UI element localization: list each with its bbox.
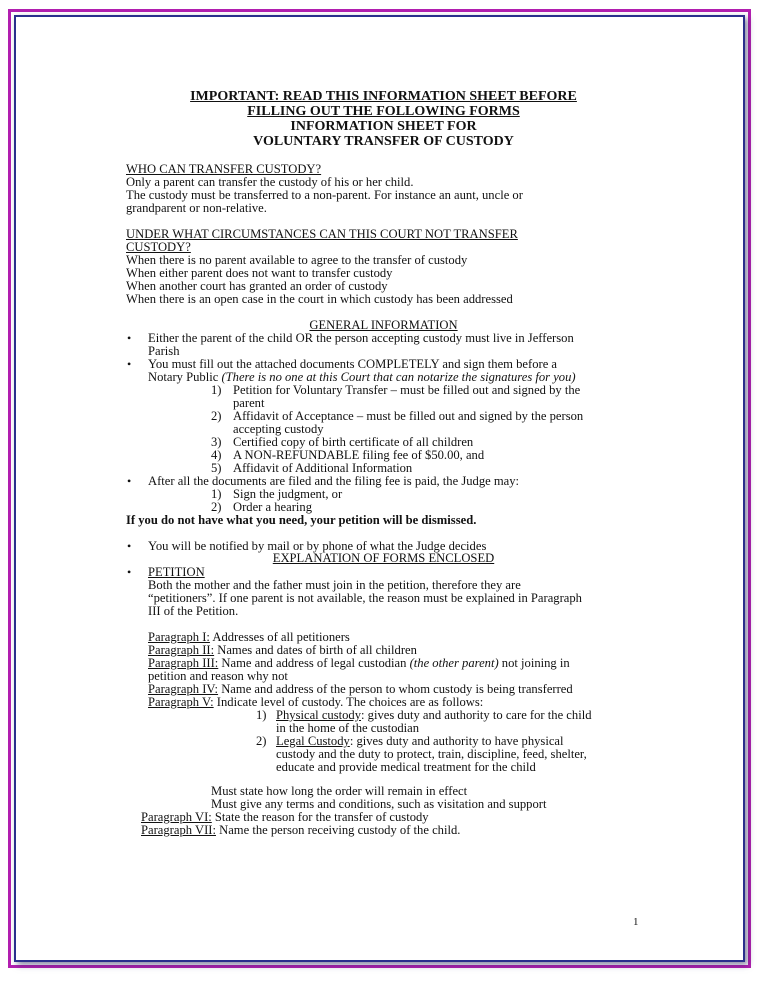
who-line: Only a parent can transfer the custody of his or her child.	[126, 175, 414, 189]
custody-text: : gives duty and authority to have physical	[349, 734, 564, 748]
circumstances-heading: UNDER WHAT CIRCUMSTANCES CAN THIS COURT NOT TRANSFER	[126, 227, 518, 241]
paragraph-text: Indicate level of custody. The choices are as follows:	[213, 695, 484, 709]
judge-number: 1)	[211, 487, 222, 501]
custody-option-2-cont: educate and provide medical treatment for the child	[276, 760, 536, 774]
circumstance-line: When another court has granted an order of custody	[126, 279, 388, 293]
bullet-icon: •	[127, 474, 132, 488]
doc-number: 1)	[211, 383, 222, 397]
paragraph-3-cont: petition and reason why not	[148, 669, 288, 683]
notary-text: Notary Public	[148, 370, 222, 384]
paragraph-label: Paragraph VII:	[141, 823, 216, 837]
judge-option: Order a hearing	[233, 500, 313, 514]
petition-line: III of the Petition.	[148, 604, 239, 618]
forms-heading: EXPLANATION OF FORMS ENCLOSED	[272, 551, 495, 565]
title-line-1: IMPORTANT: READ THIS INFORMATION SHEET BEFORE	[190, 89, 577, 104]
paragraph-text-italic: (the other parent)	[409, 656, 499, 670]
judge-option: Sign the judgment, or	[233, 487, 343, 501]
who-line: grandparent or non-relative.	[126, 201, 267, 215]
paragraph-label: Paragraph IV:	[148, 682, 219, 696]
doc-item: Petition for Voluntary Transfer – must be filled out and signed by the	[233, 383, 581, 397]
doc-item: A NON-REFUNDABLE filing fee of $50.00, and	[233, 448, 485, 462]
doc-number: 3)	[211, 435, 222, 449]
doc-item: Affidavit of Acceptance – must be filled out and signed by the person	[233, 409, 584, 423]
paragraph-text: Name and address of legal custodian	[218, 656, 410, 670]
paragraph-label: Paragraph VI:	[141, 810, 212, 824]
dismissal-warning: If you do not have what you need, your petition will be dismissed.	[126, 513, 477, 527]
circumstance-line: When there is no parent available to agree to the transfer of custody	[126, 253, 468, 267]
paragraph-text: Name the person receiving custody of the child.	[215, 823, 461, 837]
bullet-icon: •	[127, 357, 132, 371]
paragraph-text: State the reason for the transfer of custody	[211, 810, 429, 824]
doc-item-cont: accepting custody	[233, 422, 324, 436]
circumstances-heading-cont: CUSTODY?	[126, 240, 191, 254]
circumstance-line: When either parent does not want to transfer custody	[126, 266, 393, 280]
paragraph-label: Paragraph I:	[148, 630, 210, 644]
circumstance-line: When there is an open case in the court in which custody has been addressed	[126, 292, 513, 306]
general-bullet-1: Either the parent of the child OR the person accepting custody must live in Jefferson	[148, 331, 574, 345]
bullet-icon: •	[127, 331, 132, 345]
paragraph-text: Names and dates of birth of all children	[214, 643, 417, 657]
title-line-4: VOLUNTARY TRANSFER OF CUSTODY	[253, 134, 514, 149]
paragraph-text: Name and address of the person to whom custody is being transferred	[218, 682, 573, 696]
custody-text: : gives duty and authority to care for the child	[361, 708, 592, 722]
who-line: The custody must be transferred to a non-parent. For instance an aunt, uncle or	[126, 188, 523, 202]
paragraph-label: Paragraph III:	[148, 656, 219, 670]
doc-number: 2)	[211, 409, 222, 423]
paragraph-label: Paragraph V:	[148, 695, 214, 709]
doc-item: Affidavit of Additional Information	[233, 461, 413, 475]
who-heading: WHO CAN TRANSFER CUSTODY?	[126, 162, 322, 176]
custody-label: Physical custody	[276, 708, 362, 722]
doc-number: 4)	[211, 448, 222, 462]
general-bullet-2: You must fill out the attached documents COMPLETELY and sign them before a	[148, 357, 558, 371]
doc-item-cont: parent	[233, 396, 265, 410]
must-line: Must state how long the order will remain in effect	[211, 784, 468, 798]
petition-line: “petitioners”. If one parent is not available, the reason must be explained in Paragraph	[148, 591, 582, 605]
custody-option-1-cont: in the home of the custodian	[276, 721, 420, 735]
title-line-2: FILLING OUT THE FOLLOWING FORMS	[247, 104, 520, 119]
paragraph-7	[141, 824, 460, 837]
doc-item: Certified copy of birth certificate of all children	[233, 435, 474, 449]
title-line-3: INFORMATION SHEET FOR	[290, 119, 477, 134]
notary-note: (There is no one at this Court that can notarize the signatures for you)	[221, 370, 576, 384]
general-heading: GENERAL INFORMATION	[309, 318, 458, 332]
bullet-icon: •	[127, 539, 132, 553]
paragraph-label: Paragraph II:	[148, 643, 215, 657]
bullet-icon: •	[127, 565, 132, 579]
petition-label: PETITION	[148, 565, 205, 579]
judge-number: 2)	[211, 500, 222, 514]
custody-option-2-cont: custody and the duty to protect, train, discipline, feed, shelter,	[276, 747, 587, 761]
paragraph-text: Addresses of all petitioners	[209, 630, 350, 644]
custody-number: 2)	[256, 734, 267, 748]
general-bullet-1-cont: Parish	[148, 344, 180, 358]
must-line: Must give any terms and conditions, such as visitation and support	[211, 797, 547, 811]
doc-number: 5)	[211, 461, 222, 475]
general-bullet-4: You will be notified by mail or by phone of what the Judge decides	[148, 539, 487, 553]
custody-number: 1)	[256, 708, 267, 722]
page-number: 1	[633, 916, 639, 928]
custody-label: Legal Custody	[276, 734, 350, 748]
petition-line: Both the mother and the father must join in the petition, therefore they are	[148, 578, 521, 592]
general-bullet-3: After all the documents are filed and the filing fee is paid, the Judge may:	[148, 474, 520, 488]
paragraph-text: not joining in	[498, 656, 570, 670]
